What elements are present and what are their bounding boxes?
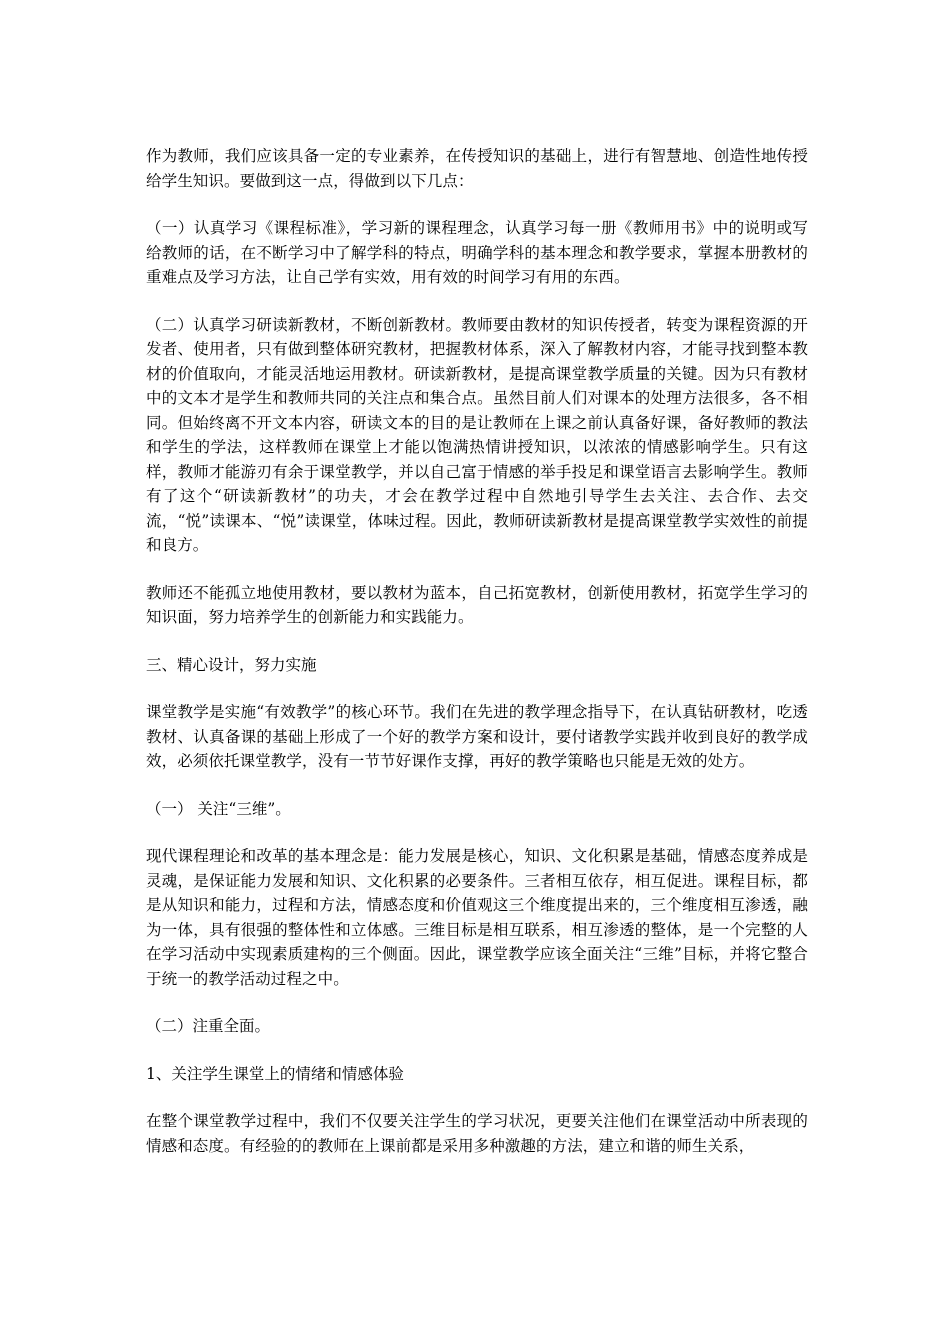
subheading-comprehensive: （二）注重全面。	[146, 1017, 271, 1035]
classroom-teaching-paragraph: 课堂教学是实施“有效教学”的核心环节。我们在先进的教学理念指导下，在认真钻研教材，吃透教材、认真备课的基础上形成了一个好的教学方案和设计，要付诸教学实践并收到良好的教学成效，必须依托课堂教学，没有一节节好课作支撑，再好的教学策略也只能是无效的处方。	[146, 703, 808, 770]
curriculum-theory-paragraph: 现代课程理论和改革的基本理念是：能力发展是核心，知识、文化积累是基础，情感态度养成是灵魂，是保证能力发展和知识、文化积累的必要条件。三者相互依存，相互促进。课程目标，都是从知识和能力，过程和方法，情感态度和价值观这三个维度提出来的，三个维度相互渗透，融为一体，具有很强的整体性和立体感。三维目标是相互联系，相互渗透的整体，是一个完整的人在学习活动中实现素质建构的三个侧面。因此，课堂教学应该全面关注“三维”目标，并将它整合于统一的教学活动过程之中。	[146, 847, 808, 988]
section-2-paragraph: （二）认真学习研读新教材，不断创新教材。教师要由教材的知识传授者，转变为课程资源的开发者、使用者，只有做到整体研究教材，把握教材体系，深入了解教材内容，才能寻找到整本教材的价值取向，才能灵活地运用教材。研读新教材，是提高课堂教学质量的关键。因为只有教材中的文本才是学生和教师共同的关注点和集合点。虽然目前人们对课本的处理方法很多，各不相同。但始终离不开文本内容，研读文本的目的是让教师在上课之前认真备好课，备好教师的教法和学生的学法，这样教师在课堂上才能以饱满热情讲授知识，以浓浓的情感影响学生。只有这样，教师才能游刃有余于课堂教学，并以自己富于情感的举手投足和课堂语言去影响学生。教师有了这个“研读新教材”的功夫，才会在教学过程中自然地引导学生去关注、去合作、去交流，“悦”读课本、“悦”读课堂，体味过程。因此，教师研读新教材是提高课堂教学实效性的前提和良方。	[146, 315, 808, 554]
textbook-usage-paragraph: 教师还不能孤立地使用教材，要以教材为蓝本，自己拓宽教材，创新使用教材，拓宽学生学习的知识面，努力培养学生的创新能力和实践能力。	[146, 583, 808, 626]
section-1-paragraph: （一）认真学习《课程标准》，学习新的课程理念，认真学习每一册《教师用书》中的说明或写给教师的话，在不断学习中了解学科的特点，明确学科的基本理念和教学要求，掌握本册教材的重难点及学习方法，让自己学有实效，用有效的时间学习有用的东西。	[146, 219, 808, 286]
section-heading-three: 三、精心设计，努力实施	[146, 655, 317, 674]
emotions-paragraph: 在整个课堂教学过程中，我们不仅要关注学生的学习状况，更要关注他们在课堂活动中所表现的情感和态度。有经验的的教师在上课前都是采用多种激趣的方法，建立和谐的师生关系，	[146, 1112, 808, 1155]
subheading-emotions: 1、关注学生课堂上的情绪和情感体验	[146, 1064, 404, 1083]
intro-paragraph: 作为教师，我们应该具备一定的专业素养，在传授知识的基础上，进行有智慧地、创造性地传授给学生知识。要做到这一点，得做到以下几点：	[146, 147, 808, 190]
document-page	[146, 144, 808, 1181]
subheading-three-dimensions: （一） 关注“三维”。	[146, 799, 291, 818]
